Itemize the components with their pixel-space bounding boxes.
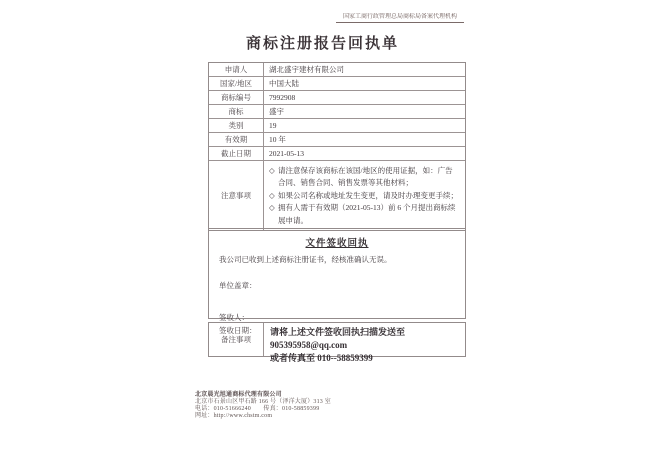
- receipt-section-title: 文件签收回执: [305, 239, 369, 249]
- remark-fax-instruction: 或者传真至 010--58859399: [270, 353, 373, 363]
- table-row-notes: [209, 160, 465, 230]
- trademark-info-table: [208, 62, 466, 231]
- table-row-trademark-name: [209, 104, 465, 118]
- row-value: 19: [269, 121, 277, 130]
- diamond-bullet-icon: ◇: [269, 166, 275, 175]
- document-receipt-box: [208, 228, 466, 335]
- table-row-trademark-number: [209, 90, 465, 104]
- table-row-country: [209, 76, 465, 90]
- note-item: [269, 165, 460, 190]
- row-label: 注意事项: [209, 161, 264, 230]
- row-label: 国家/地区: [209, 77, 264, 90]
- remark-content: [264, 323, 465, 363]
- note-text: 拥有人需于有效期（2021-05-13）前 6 个月提出商标续展申请。: [278, 203, 456, 225]
- sign-date-label: 签收日期：: [219, 326, 257, 335]
- footer-company-name: 北京晨光旭通商标代理有限公司: [195, 392, 282, 398]
- row-label: 类别: [209, 119, 264, 132]
- agency-footer: [195, 392, 331, 420]
- row-label: 申请人: [209, 63, 264, 76]
- table-row-applicant: [209, 63, 465, 76]
- notes-list: [264, 161, 465, 230]
- row-label: 商标: [209, 105, 264, 118]
- remark-send-instruction: 请将上述文件签收回执扫描发送至 905395958@qq.com: [270, 327, 406, 350]
- document-title: 商标注册报告回执单: [245, 36, 399, 52]
- note-item: [269, 202, 460, 227]
- note-text: 如果公司名称或地址发生变更，请及时办理变更手续；: [278, 190, 458, 200]
- remark-row: [208, 322, 466, 363]
- row-value: 盛宇: [269, 107, 284, 116]
- footer-address: 北京市石景山区甲石路 166 号（泽洋大厦）313 室: [195, 399, 331, 405]
- agency-registration-note: 国家工商行政管理总局商标局备案代理机构: [336, 13, 464, 23]
- row-value: 2021-05-13: [269, 149, 304, 158]
- footer-website: 网址：http://www.chstm.com: [195, 413, 273, 419]
- signer-label: 签收人：: [219, 313, 249, 322]
- diamond-bullet-icon: ◇: [269, 203, 275, 213]
- receipt-statement: 我公司已收到上述商标注册证书，经核准确认无误。: [219, 255, 392, 264]
- table-row-class: [209, 118, 465, 132]
- table-row-validity: [209, 132, 465, 146]
- remark-label: 备注事项: [209, 323, 264, 356]
- row-value: 10 年: [269, 135, 286, 144]
- diamond-bullet-icon: ◇: [269, 190, 275, 200]
- row-value: 湖北盛宇建材有限公司: [269, 65, 344, 74]
- table-row-expiry-date: [209, 146, 465, 160]
- company-seal-label: 单位盖章：: [219, 281, 257, 290]
- row-label: 截止日期: [209, 147, 264, 160]
- row-value: 中国大陆: [269, 79, 299, 88]
- footer-phone-fax: 电话：010-51666240 传真：010-58859399: [195, 406, 320, 412]
- row-label: 有效期: [209, 133, 264, 146]
- row-label: 商标编号: [209, 91, 264, 104]
- row-value: 7992908: [269, 93, 296, 102]
- note-item: [269, 190, 460, 202]
- note-text: 请注意保存该商标在该国/地区的使用证据，如：广告合同、销售合同、销售发票等其他材料；: [278, 166, 453, 188]
